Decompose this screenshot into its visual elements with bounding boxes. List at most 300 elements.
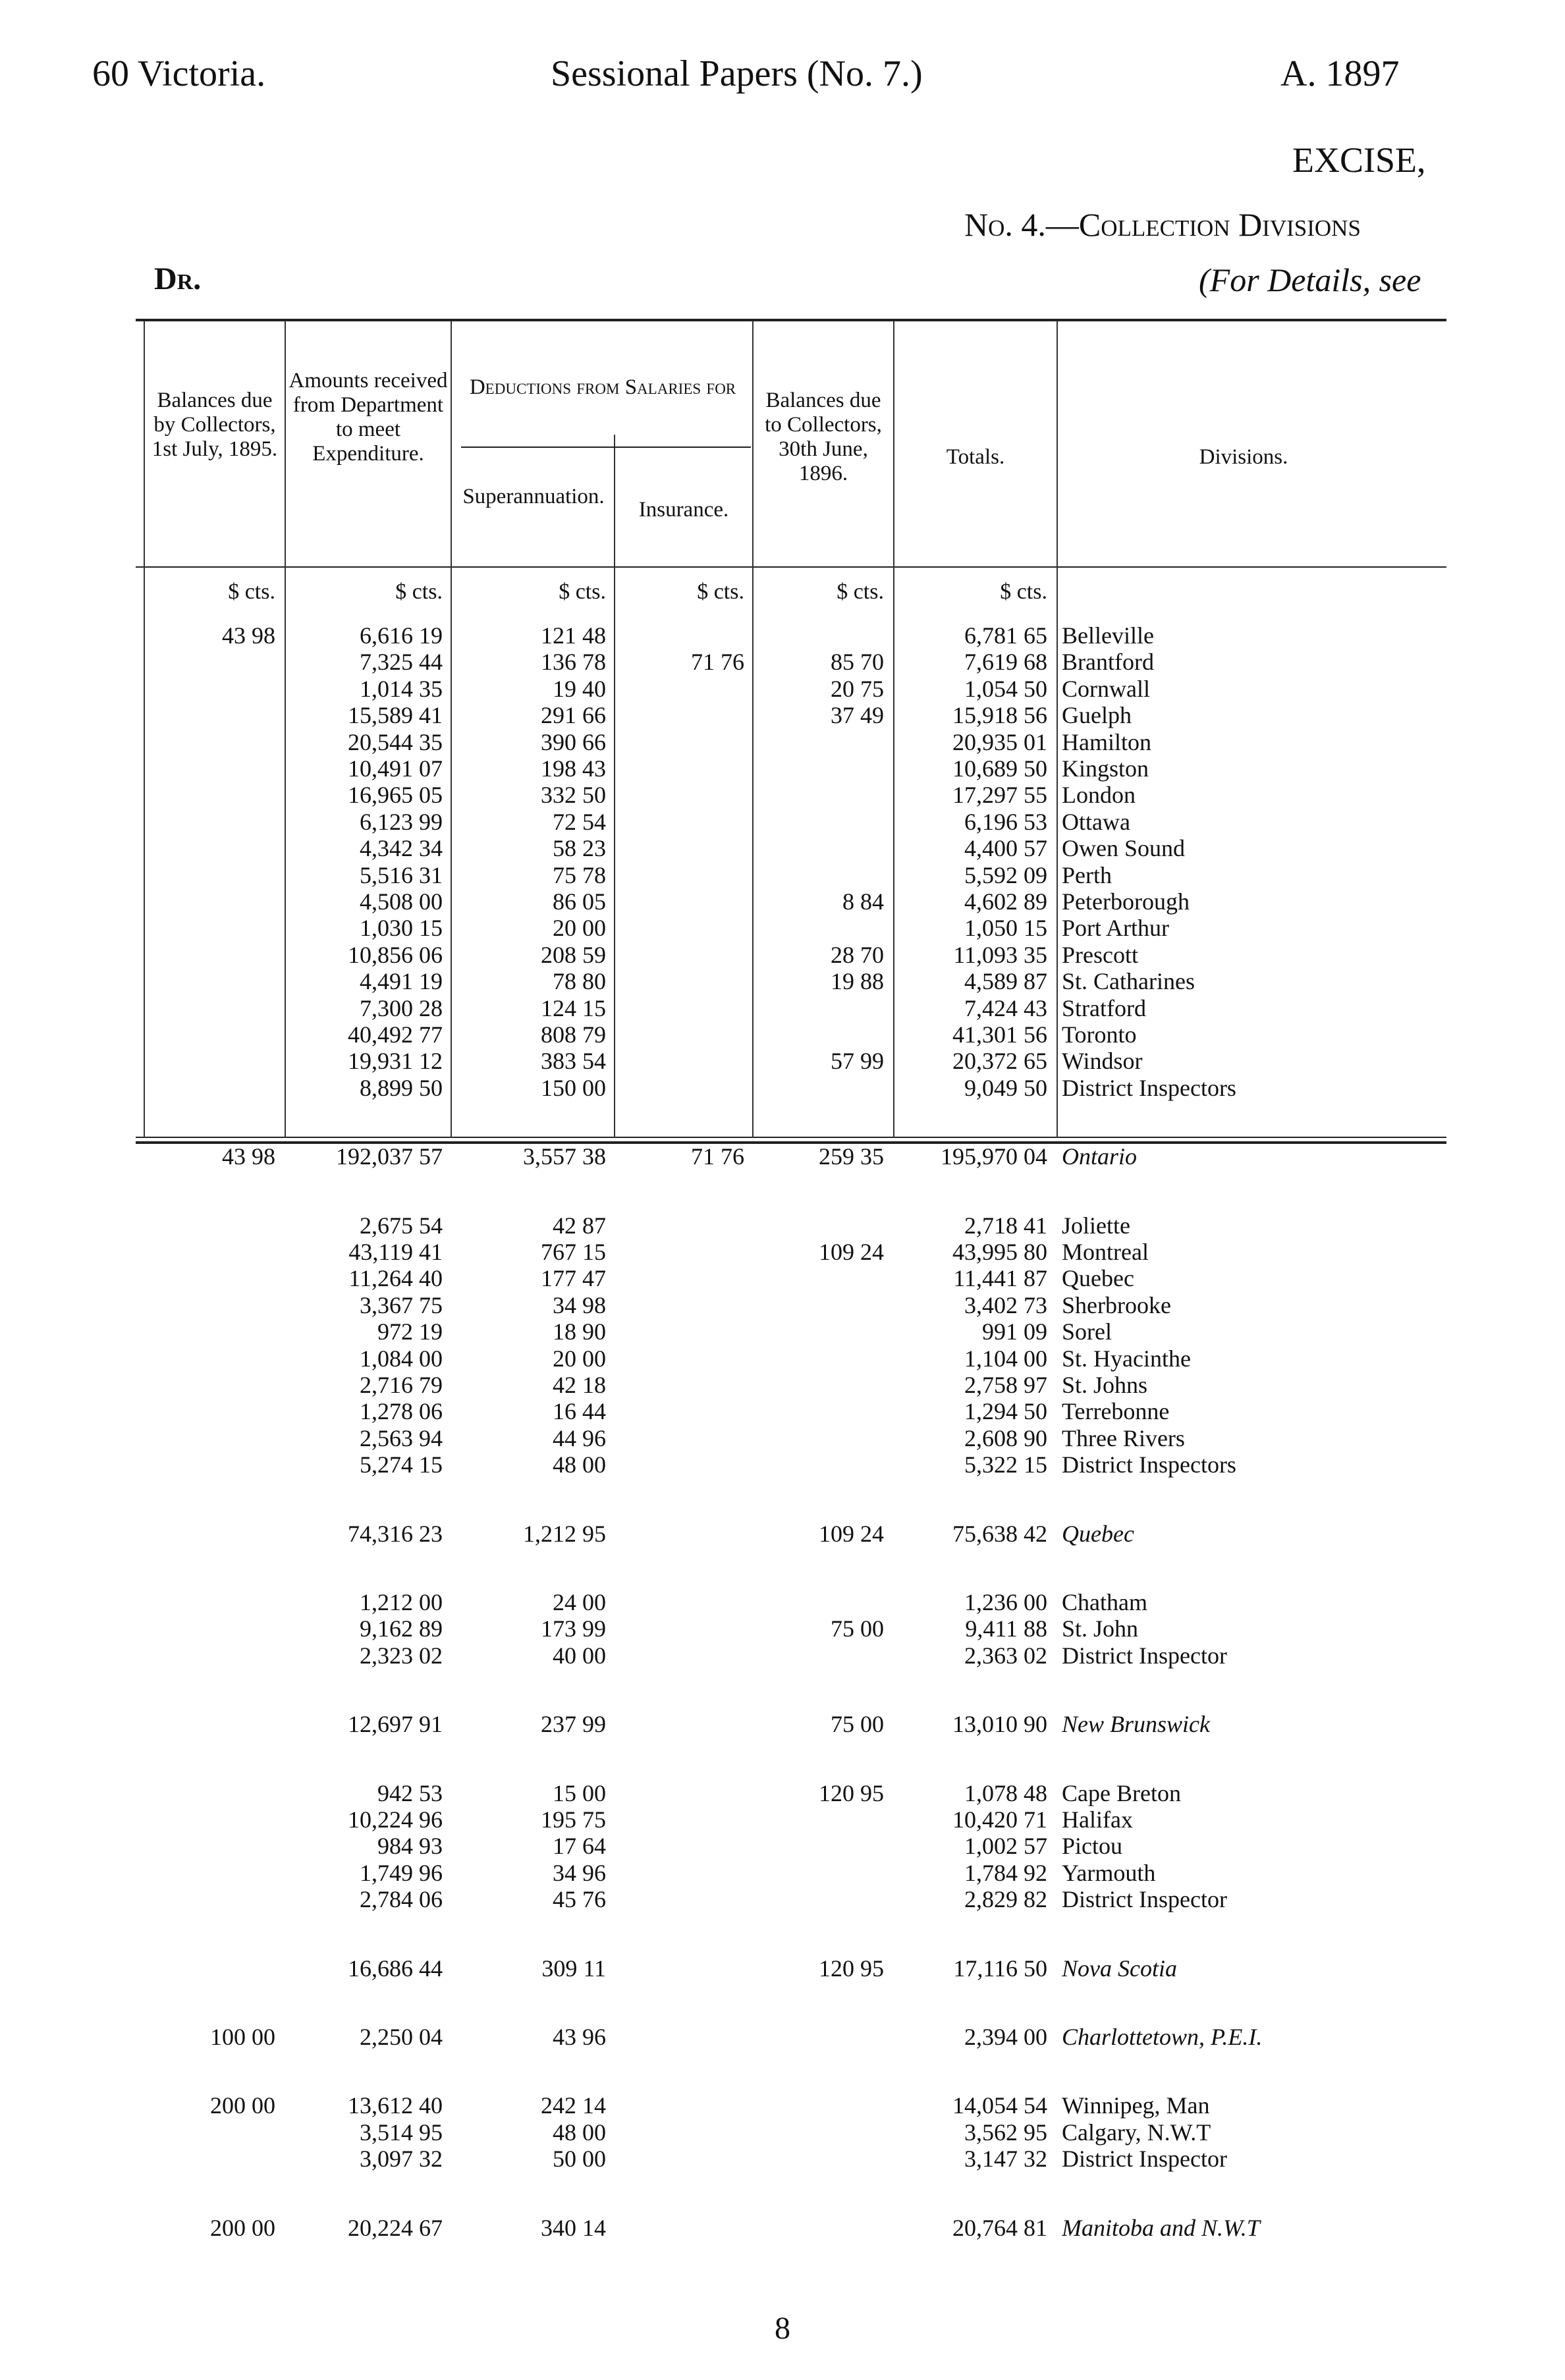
table-row <box>0 781 1565 807</box>
cell-division <box>1062 1424 1428 1452</box>
cell-c2: 3,514 95 <box>360 2119 443 2146</box>
cell-c2: 40,492 77 <box>348 1021 443 1048</box>
units-c2: $ cts. <box>395 580 443 604</box>
division-name: Windsor <box>1062 1048 1143 1074</box>
cell-division <box>1062 755 1428 782</box>
cell-c3: 50 00 <box>553 2146 606 2172</box>
cell-c6: 5,592 09 <box>964 862 1047 888</box>
cell-c3: 18 90 <box>553 1318 606 1345</box>
cell-c6: 6,781 65 <box>964 622 1047 649</box>
cell-c2: 2,323 02 <box>360 1642 443 1669</box>
cell-division <box>1062 1318 1428 1345</box>
cell-division <box>1062 1642 1428 1669</box>
cell-c3: 3,557 38 <box>523 1143 606 1170</box>
dr-label: Dr. <box>154 261 202 296</box>
cell-c3: 195 75 <box>541 1806 606 1833</box>
division-name: Guelph <box>1062 702 1132 728</box>
cell-c2: 1,030 15 <box>360 915 443 941</box>
cell-c2: 7,325 44 <box>360 649 443 675</box>
cell-c3: 42 87 <box>553 1212 606 1239</box>
cell-division <box>1062 1371 1428 1399</box>
cell-c5: 19 88 <box>831 968 884 994</box>
cell-c6: 195,970 04 <box>941 1143 1047 1170</box>
cell-c2: 15,589 41 <box>348 702 443 728</box>
cell-c5: 75 00 <box>831 1615 884 1642</box>
units-c5: $ cts. <box>837 580 884 604</box>
cell-c6: 1,236 00 <box>964 1589 1047 1615</box>
cell-c3: 291 66 <box>541 702 606 728</box>
division-name: London <box>1062 782 1136 808</box>
cell-division <box>1062 808 1428 836</box>
cell-c6: 41,301 56 <box>952 1021 1047 1048</box>
cell-c3: 58 23 <box>553 835 606 861</box>
cell-c6: 1,784 92 <box>964 1860 1047 1886</box>
table-row <box>0 1642 1565 1668</box>
cell-c2: 1,084 00 <box>360 1345 443 1372</box>
cell-c2: 1,278 06 <box>360 1398 443 1424</box>
cell-c6: 2,718 41 <box>964 1212 1047 1239</box>
cell-c3: 19 40 <box>553 676 606 702</box>
cell-c6: 10,689 50 <box>952 755 1047 782</box>
cell-c3: 34 98 <box>553 1292 606 1318</box>
cell-c6: 14,054 54 <box>952 2092 1047 2119</box>
cell-c2: 4,508 00 <box>360 888 443 915</box>
table-row <box>0 728 1565 755</box>
units-c4: $ cts. <box>697 580 744 604</box>
cell-c2: 3,097 32 <box>360 2146 443 2172</box>
cell-division <box>1062 1143 1428 1170</box>
cell-c6: 20,372 65 <box>952 1048 1047 1074</box>
cell-division <box>1062 1451 1428 1478</box>
cell-c3: 309 11 <box>541 1955 606 1982</box>
cell-division <box>1062 861 1428 889</box>
division-name: St. Catharines <box>1062 968 1195 994</box>
cell-c2: 4,342 34 <box>360 835 443 861</box>
cell-c6: 1,002 57 <box>964 1833 1047 1859</box>
division-name: St. Hyacinthe <box>1062 1345 1191 1372</box>
division-name: Perth <box>1062 862 1112 888</box>
cell-c6: 1,294 50 <box>964 1398 1047 1424</box>
division-name: Prescott <box>1062 942 1138 968</box>
cell-c3: 121 48 <box>541 622 606 649</box>
division-name: Sherbrooke <box>1062 1292 1171 1318</box>
cell-c6: 20,935 01 <box>952 729 1047 755</box>
cell-c2: 4,491 19 <box>360 968 443 994</box>
cell-division <box>1062 1074 1428 1102</box>
cell-division <box>1062 1885 1428 1913</box>
division-name: District Inspectors <box>1062 1075 1236 1101</box>
cell-c3: 75 78 <box>553 862 606 888</box>
cell-c3: 1,212 95 <box>523 1521 606 1547</box>
cell-division <box>1062 941 1428 969</box>
cell-c6: 75,638 42 <box>952 1521 1047 1547</box>
table-row <box>0 1779 1565 1806</box>
cell-c5: 57 99 <box>831 1048 884 1074</box>
table-total-row <box>0 1955 1565 1981</box>
cell-c1: 200 00 <box>210 2215 275 2241</box>
cell-c2: 19,931 12 <box>348 1048 443 1074</box>
cell-c3: 383 54 <box>541 1048 606 1074</box>
table-row <box>0 1885 1565 1912</box>
table-row <box>0 1345 1565 1371</box>
cell-c3: 237 99 <box>541 1711 606 1737</box>
cell-c5: 120 95 <box>819 1955 884 1982</box>
table-total-row <box>0 1520 1565 1546</box>
units-c6: $ cts. <box>1000 580 1047 604</box>
cell-c2: 74,316 23 <box>348 1521 443 1547</box>
division-name: Port Arthur <box>1062 915 1170 941</box>
cell-c1: 100 00 <box>210 2024 275 2050</box>
cell-c5: 75 00 <box>831 1711 884 1737</box>
division-name: District Inspector <box>1062 1642 1227 1669</box>
cell-c3: 34 96 <box>553 1860 606 1886</box>
cell-c3: 44 96 <box>553 1425 606 1451</box>
cell-c2: 3,367 75 <box>360 1292 443 1318</box>
cell-c6: 1,078 48 <box>964 1780 1047 1806</box>
division-name: Stratford <box>1062 995 1146 1021</box>
table-row <box>0 1859 1565 1885</box>
cell-c2: 1,212 00 <box>360 1589 443 1615</box>
table-total-row <box>0 1143 1565 1169</box>
col-header-superannuation: Superannuation. <box>462 485 605 508</box>
cell-c3: 15 00 <box>553 1780 606 1806</box>
cell-division <box>1062 1615 1428 1642</box>
cell-c2: 6,123 99 <box>360 809 443 835</box>
division-name: Terrebonne <box>1062 1398 1170 1424</box>
cell-c5: 109 24 <box>819 1521 884 1547</box>
cell-c2: 12,697 91 <box>348 1711 443 1737</box>
table-total-row <box>0 2023 1565 2049</box>
cell-c6: 7,619 68 <box>964 649 1047 675</box>
cell-c6: 1,054 50 <box>964 676 1047 702</box>
cell-c5: 20 75 <box>831 676 884 702</box>
cell-c6: 2,363 02 <box>964 1642 1047 1669</box>
table-row <box>0 994 1565 1021</box>
table-row <box>0 648 1565 674</box>
table-row <box>0 1238 1565 1264</box>
cell-division <box>1062 2119 1428 2146</box>
cell-c3: 767 15 <box>541 1239 606 1265</box>
division-name: District Inspector <box>1062 2146 1227 2172</box>
cell-c6: 4,602 89 <box>964 888 1047 915</box>
cell-c3: 48 00 <box>553 2119 606 2146</box>
division-name: Calgary, N.W.T <box>1062 2119 1211 2146</box>
cell-division <box>1062 2092 1428 2119</box>
header-left: 60 Victoria. <box>92 53 266 94</box>
col-header-balances-1896: Balances due to Collectors, 30th June, 1896. <box>765 389 882 485</box>
table-row <box>0 1588 1565 1615</box>
cell-c1: 200 00 <box>210 2092 275 2119</box>
cell-c3: 150 00 <box>541 1075 606 1101</box>
cell-c6: 10,420 71 <box>952 1806 1047 1833</box>
table-row <box>0 967 1565 994</box>
cell-c5: 259 35 <box>819 1143 884 1170</box>
cell-c3: 17 64 <box>553 1833 606 1859</box>
cell-division <box>1062 1806 1428 1833</box>
cell-division <box>1062 967 1428 995</box>
cell-c2: 20,224 67 <box>348 2215 443 2241</box>
header-right: A. 1897 <box>1280 53 1400 94</box>
cell-c3: 42 18 <box>553 1372 606 1398</box>
cell-c6: 15,918 56 <box>952 702 1047 728</box>
cell-c5: 37 49 <box>831 702 884 728</box>
cell-c4: 71 76 <box>691 1143 744 1170</box>
division-name: New Brunswick <box>1062 1711 1210 1737</box>
cell-c1: 43 98 <box>222 622 275 649</box>
col-header-divisions: Divisions. <box>1199 445 1288 469</box>
cell-c3: 20 00 <box>553 1345 606 1372</box>
cell-c3: 340 14 <box>541 2215 606 2241</box>
division-name: Cornwall <box>1062 676 1150 702</box>
cell-c3: 45 76 <box>553 1886 606 1912</box>
cell-c3: 86 05 <box>553 888 606 915</box>
cell-c6: 9,049 50 <box>964 1075 1047 1101</box>
cell-c2: 972 19 <box>377 1318 443 1345</box>
cell-c3: 40 00 <box>553 1642 606 1669</box>
cell-c2: 2,716 79 <box>360 1372 443 1398</box>
units-c1: $ cts. <box>228 580 275 604</box>
cell-c6: 3,147 32 <box>964 2146 1047 2172</box>
cell-c6: 2,608 90 <box>964 1425 1047 1451</box>
division-name: Owen Sound <box>1062 835 1185 861</box>
cell-c6: 17,297 55 <box>952 782 1047 808</box>
cell-c5: 8 84 <box>842 888 884 915</box>
division-name: Peterborough <box>1062 888 1190 915</box>
division-name: Ottawa <box>1062 809 1130 835</box>
cell-c2: 2,563 94 <box>360 1425 443 1451</box>
cell-c2: 16,965 05 <box>348 782 443 808</box>
cell-c6: 3,562 95 <box>964 2119 1047 2146</box>
division-name: Quebec <box>1062 1521 1134 1547</box>
division-name: Brantford <box>1062 649 1154 675</box>
division-name: Toronto <box>1062 1021 1137 1048</box>
cell-c2: 10,224 96 <box>348 1806 443 1833</box>
cell-c2: 6,616 19 <box>360 622 443 649</box>
cell-c3: 173 99 <box>541 1615 606 1642</box>
division-name: District Inspector <box>1062 1886 1227 1912</box>
division-name: Cape Breton <box>1062 1780 1181 1806</box>
cell-c6: 4,400 57 <box>964 835 1047 861</box>
col-header-balances-1895: Balances due by Collectors, 1st July, 1895. <box>151 389 278 461</box>
division-name: Three Rivers <box>1062 1425 1185 1451</box>
cell-c5: 109 24 <box>819 1239 884 1265</box>
cell-division <box>1062 1779 1428 1807</box>
cell-c2: 5,516 31 <box>360 862 443 888</box>
cell-division <box>1062 1264 1428 1292</box>
cell-division <box>1062 728 1428 756</box>
cell-c3: 332 50 <box>541 782 606 808</box>
cell-c6: 13,010 90 <box>952 1711 1047 1737</box>
cell-division <box>1062 2023 1428 2051</box>
units-c3: $ cts. <box>559 580 606 604</box>
cell-c2: 5,274 15 <box>360 1451 443 1478</box>
table-row <box>0 808 1565 834</box>
table-row <box>0 1318 1565 1344</box>
cell-c2: 1,749 96 <box>360 1860 443 1886</box>
table-row <box>0 1397 1565 1424</box>
cell-c6: 4,589 87 <box>964 968 1047 994</box>
cell-c1: 43 98 <box>222 1143 275 1170</box>
cell-division <box>1062 834 1428 862</box>
cell-c2: 8,899 50 <box>360 1075 443 1101</box>
table-row <box>0 755 1565 781</box>
cell-c6: 20,764 81 <box>952 2215 1047 2241</box>
cell-c5: 120 95 <box>819 1780 884 1806</box>
division-name: Sorel <box>1062 1318 1112 1345</box>
cell-c3: 177 47 <box>541 1265 606 1291</box>
header-center: Sessional Papers (No. 7.) <box>551 53 923 94</box>
cell-division <box>1062 1710 1428 1738</box>
table-row <box>0 2092 1565 2118</box>
cell-c6: 2,394 00 <box>964 2024 1047 2050</box>
table-row <box>0 861 1565 888</box>
col-header-deductions-group: Deductions from Salaries for <box>469 375 736 399</box>
cell-division <box>1062 1859 1428 1887</box>
cell-division <box>1062 1832 1428 1860</box>
cell-c3: 24 00 <box>553 1589 606 1615</box>
cell-c2: 11,264 40 <box>348 1265 443 1291</box>
division-name: Winnipeg, Man <box>1062 2092 1210 2119</box>
cell-c2: 2,675 54 <box>360 1212 443 1239</box>
division-name: Yarmouth <box>1062 1860 1156 1886</box>
division-name: Manitoba and N.W.T <box>1062 2215 1260 2241</box>
cell-c6: 5,322 15 <box>964 1451 1047 1478</box>
table-row <box>0 1021 1565 1047</box>
table-row <box>0 2119 1565 2145</box>
table-row <box>0 1074 1565 1100</box>
division-name: Hamilton <box>1062 729 1151 755</box>
division-name: Kingston <box>1062 755 1149 782</box>
cell-c2: 10,856 06 <box>348 942 443 968</box>
cell-c3: 48 00 <box>553 1451 606 1478</box>
table-row <box>0 1615 1565 1641</box>
cell-c6: 3,402 73 <box>964 1292 1047 1318</box>
division-name: Montreal <box>1062 1239 1149 1265</box>
division-name: Chatham <box>1062 1589 1147 1615</box>
cell-c6: 11,441 87 <box>953 1265 1047 1291</box>
table-row <box>0 1047 1565 1073</box>
division-name: District Inspectors <box>1062 1451 1236 1478</box>
division-name: Ontario <box>1062 1143 1138 1170</box>
cell-c3: 20 00 <box>553 915 606 941</box>
cell-division <box>1062 2145 1428 2173</box>
details-note: (For Details, see <box>1199 261 1421 298</box>
cell-division <box>1062 701 1428 729</box>
table-row <box>0 1451 1565 1477</box>
col-header-totals: Totals. <box>946 445 1005 469</box>
cell-c2: 942 53 <box>377 1780 443 1806</box>
cell-c6: 2,758 97 <box>964 1372 1047 1398</box>
table-row <box>0 941 1565 967</box>
cell-c6: 11,093 35 <box>953 942 1047 968</box>
cell-c6: 6,196 53 <box>964 809 1047 835</box>
cell-c5: 85 70 <box>831 649 884 675</box>
col-header-insurance: Insurance. <box>638 498 729 522</box>
section-title: EXCISE, <box>1292 140 1426 180</box>
cell-c3: 124 15 <box>541 995 606 1021</box>
cell-c3: 808 79 <box>541 1021 606 1048</box>
cell-division <box>1062 1047 1428 1075</box>
table-row <box>0 1264 1565 1291</box>
cell-c6: 17,116 50 <box>953 1955 1047 1982</box>
cell-c6: 1,050 15 <box>964 915 1047 941</box>
cell-c4: 71 76 <box>691 649 744 675</box>
division-name: Charlottetown, P.E.I. <box>1062 2024 1263 2050</box>
table-row <box>0 1424 1565 1451</box>
table-row <box>0 1371 1565 1397</box>
division-name: Pictou <box>1062 1833 1123 1859</box>
division-name: Nova Scotia <box>1062 1955 1177 1982</box>
page-number: 8 <box>775 2311 790 2346</box>
cell-division <box>1062 1021 1428 1048</box>
table-row <box>0 834 1565 861</box>
table-row <box>0 701 1565 728</box>
cell-c2: 7,300 28 <box>360 995 443 1021</box>
table-row <box>0 675 1565 701</box>
cell-c3: 16 44 <box>553 1398 606 1424</box>
cell-c2: 2,250 04 <box>360 2024 443 2050</box>
cell-division <box>1062 1291 1428 1319</box>
cell-c3: 208 59 <box>541 942 606 968</box>
cell-c2: 10,491 07 <box>348 755 443 782</box>
cell-c3: 198 43 <box>541 755 606 782</box>
cell-division <box>1062 914 1428 942</box>
division-name: Halifax <box>1062 1806 1133 1833</box>
cell-c2: 43,119 41 <box>348 1239 443 1265</box>
col-header-amounts-received: Amounts received from Department to meet Expenditure. <box>288 369 448 466</box>
cell-c6: 43,995 80 <box>952 1239 1047 1265</box>
cell-division <box>1062 994 1428 1022</box>
table-row <box>0 888 1565 914</box>
cell-division <box>1062 1955 1428 1982</box>
division-name: Joliette <box>1062 1212 1130 1239</box>
table-row <box>0 1212 1565 1238</box>
cell-c2: 16,686 44 <box>348 1955 443 1982</box>
table-row <box>0 914 1565 940</box>
table-row <box>0 1806 1565 1832</box>
cell-division <box>1062 2214 1428 2242</box>
cell-division <box>1062 888 1428 915</box>
cell-c2: 9,162 89 <box>360 1615 443 1642</box>
cell-c2: 20,544 35 <box>348 729 443 755</box>
cell-c2: 13,612 40 <box>348 2092 443 2119</box>
cell-division <box>1062 1397 1428 1425</box>
cell-c6: 991 09 <box>982 1318 1047 1345</box>
table-title: No. 4.—Collection Divisions <box>964 206 1361 243</box>
table-row <box>0 1832 1565 1858</box>
cell-c6: 2,829 82 <box>964 1886 1047 1912</box>
table-total-row <box>0 2214 1565 2240</box>
cell-c3: 78 80 <box>553 968 606 994</box>
cell-c2: 1,014 35 <box>360 676 443 702</box>
cell-c3: 72 54 <box>553 809 606 835</box>
cell-c3: 136 78 <box>541 649 606 675</box>
table-row <box>0 1291 1565 1318</box>
cell-c6: 1,104 00 <box>964 1345 1047 1372</box>
table-row <box>0 622 1565 648</box>
cell-division <box>1062 1212 1428 1239</box>
cell-division <box>1062 1238 1428 1266</box>
cell-division <box>1062 622 1428 649</box>
cell-division <box>1062 781 1428 809</box>
table-total-row <box>0 1710 1565 1737</box>
cell-division <box>1062 1520 1428 1548</box>
cell-c3: 43 96 <box>553 2024 606 2050</box>
cell-c6: 9,411 88 <box>965 1615 1047 1642</box>
cell-c6: 7,424 43 <box>964 995 1047 1021</box>
cell-division <box>1062 648 1428 676</box>
cell-c2: 984 93 <box>377 1833 443 1859</box>
